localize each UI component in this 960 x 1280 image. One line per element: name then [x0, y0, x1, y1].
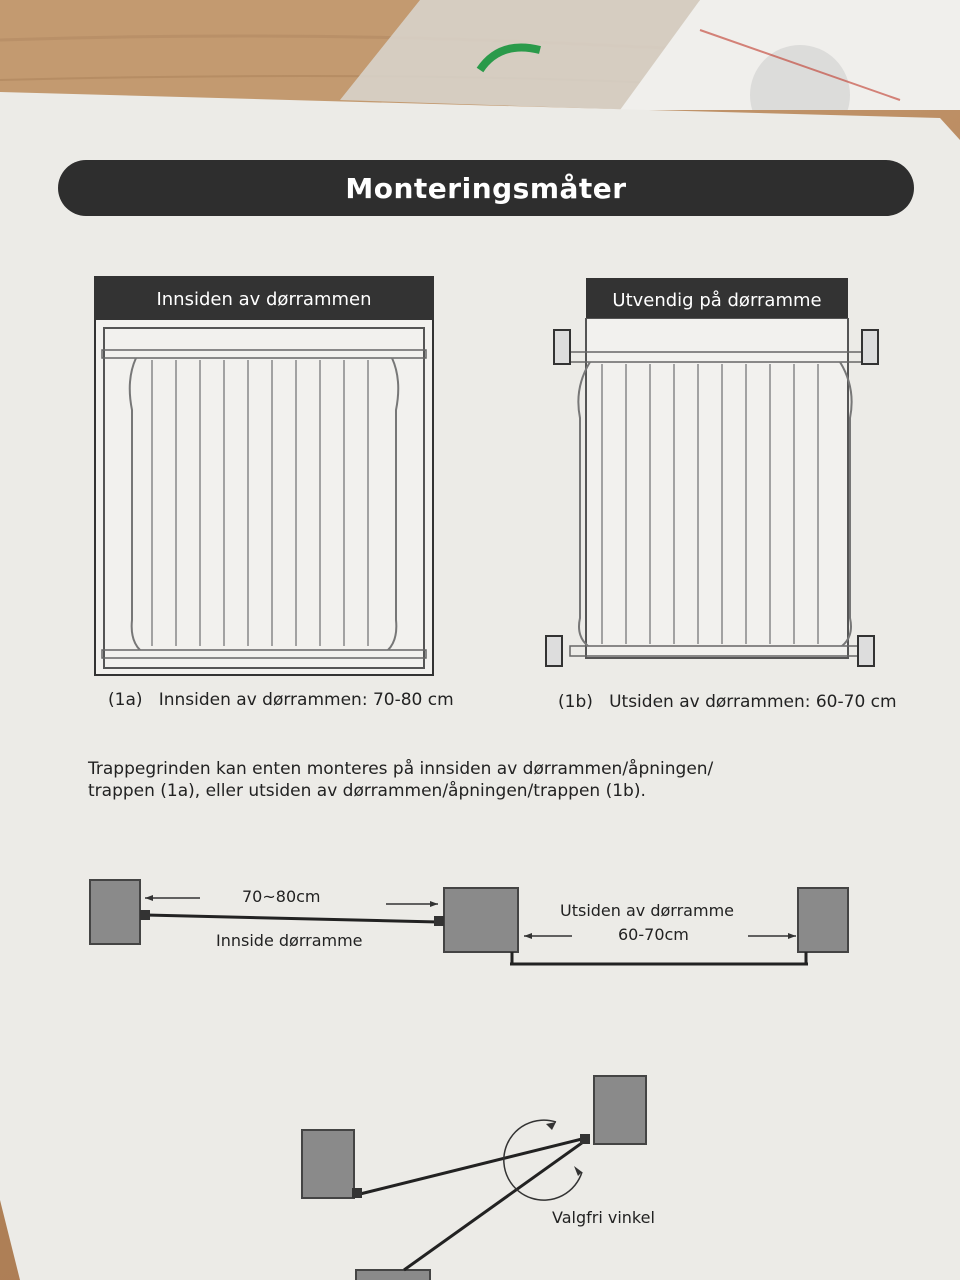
panel-b-caption-label: (1b) — [558, 692, 593, 712]
frame-block — [798, 888, 848, 952]
panel-a-caption-label: (1a) — [108, 690, 143, 710]
panel-b-header-text: Utvendig på dørramme — [612, 289, 822, 311]
wall-mount-icon — [862, 330, 878, 364]
panel-b-header — [586, 280, 848, 320]
description-line-1: Trappegrinden kan enten monteres på innsiden av dørrammen/åpningen/ — [88, 759, 714, 779]
description-text — [88, 758, 868, 802]
wall-mount-icon — [546, 636, 562, 666]
panel-b-caption — [558, 692, 897, 712]
angle-diagram — [0, 1060, 960, 1280]
inside-measure-label: 70~80cm — [242, 887, 321, 906]
frame-block — [594, 1076, 646, 1144]
wall-mount-icon — [858, 636, 874, 666]
panel-a-caption — [108, 690, 454, 710]
wall-mount-icon — [554, 330, 570, 364]
panel-a-caption-text: Innsiden av dørrammen: 70-80 cm — [158, 690, 454, 710]
panel-inside-frame — [94, 276, 434, 676]
angle-label: Valgfri vinkel — [552, 1208, 655, 1227]
panel-a-header — [96, 278, 432, 320]
outside-frame-label: Utsiden av dørramme — [560, 901, 734, 920]
panel-a-header-text: Innsiden av dørrammen — [156, 288, 372, 310]
gate-inside-illustration — [96, 320, 432, 674]
section-title-banner — [58, 160, 914, 216]
panel-b-caption-text: Utsiden av dørrammen: 60-70 cm — [609, 692, 897, 712]
rotation-arrow-icon — [504, 1120, 582, 1200]
description-line-2: trappen (1a), eller utsiden av dørrammen/åpningen/trappen (1b). — [88, 781, 646, 801]
outside-measure-label: 60-70cm — [618, 925, 689, 944]
frame-block — [302, 1130, 354, 1198]
gate-outside-illustration — [540, 318, 890, 678]
frame-block — [444, 888, 518, 952]
frame-block — [90, 880, 140, 944]
page-title: Monteringsmåter — [345, 171, 627, 205]
mounting-width-diagram — [0, 860, 960, 990]
inside-frame-label: Innside dørramme — [216, 931, 363, 950]
